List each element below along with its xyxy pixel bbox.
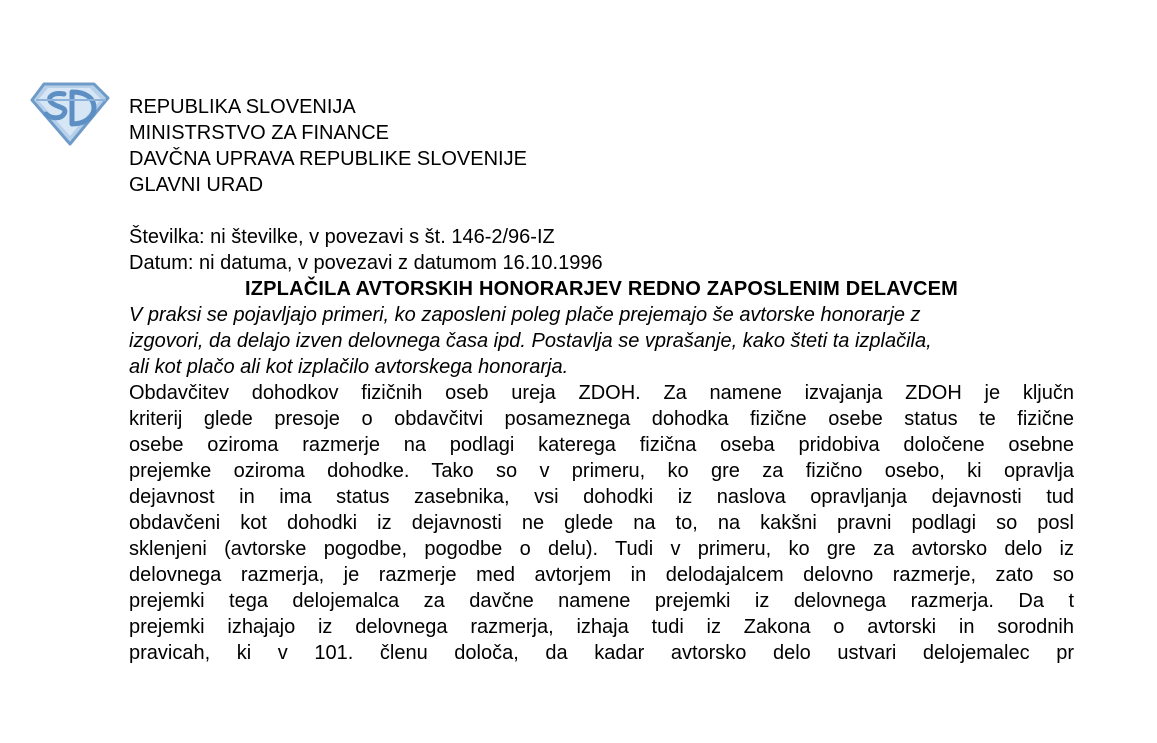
page-crop-edge bbox=[1074, 0, 1157, 743]
body-line: Obdavčitev dohodkov fizičnih oseb ureja ZDOH. Za namene izvajanja ZDOH je ključn bbox=[129, 382, 1074, 404]
intro-line: V praksi se pojavljajo primeri, ko zaposleni poleg plače prejemajo še avtorske honorarje z bbox=[129, 304, 921, 326]
body-line: kriterij glede presoje o obdavčitvi posameznega dohodka fizične osebe status te fizične bbox=[129, 408, 1074, 430]
body-line: dejavnost in ima status zasebnika, vsi dohodki iz naslova opravljanja dejavnosti tud bbox=[129, 486, 1074, 508]
document-title: IZPLAČILA AVTORSKIH HONORARJEV REDNO ZAPOSLENIM DELAVCEM bbox=[244, 278, 959, 300]
body-line: prejemki izhajajo iz delovnega razmerja, izhaja tudi iz Zakona o avtorski in sorodnih bbox=[129, 616, 1074, 638]
header-line-tax-office: DAVČNA UPRAVA REPUBLIKE SLOVENIJE bbox=[129, 148, 527, 170]
body-line: pravicah, ki v 101. členu določa, da kadar avtorsko delo ustvari delojemalec pr bbox=[129, 642, 1074, 664]
header-line-republic: REPUBLIKA SLOVENIJA bbox=[129, 96, 356, 118]
body-line: prejemki tega delojemalca za davčne namene prejemki iz delovnega razmerja. Da t bbox=[129, 590, 1074, 612]
intro-line: izgovori, da delajo izven delovnega časa ipd. Postavlja se vprašanje, kako šteti ta izplačila, bbox=[129, 330, 932, 352]
header-line-main-office: GLAVNI URAD bbox=[129, 174, 264, 196]
main-paragraph bbox=[129, 380, 1074, 666]
document-number: Številka: ni številke, v povezavi s št. 146-2/96-IZ bbox=[129, 226, 555, 248]
body-line: sklenjeni (avtorske pogodbe, pogodbe o delu). Tudi v primeru, ko gre za avtorsko delo iz bbox=[129, 538, 1074, 560]
intro-line: ali kot plačo ali kot izplačilo avtorskega honorarja. bbox=[129, 356, 569, 378]
intro-paragraph bbox=[129, 302, 1074, 380]
body-line: prejemke oziroma dohodke. Tako so v primeru, ko gre za fizično osebo, ki opravlja bbox=[129, 460, 1074, 482]
document-date: Datum: ni datuma, v povezavi z datumom 16.10.1996 bbox=[129, 252, 603, 274]
header-line-ministry: MINISTRSTVO ZA FINANCE bbox=[129, 122, 390, 144]
document-body bbox=[129, 94, 1074, 666]
body-line: obdavčeni kot dohodki iz dejavnosti ne glede na to, na kakšni pravni podlagi so posl bbox=[129, 512, 1074, 534]
durs-logo bbox=[28, 78, 112, 148]
body-line: delovnega razmerja, je razmerje med avtorjem in delodajalcem delovno razmerje, zato so bbox=[129, 564, 1074, 586]
body-line: osebe oziroma razmerje na podlagi katerega fizična oseba pridobiva določene osebne bbox=[129, 434, 1074, 456]
